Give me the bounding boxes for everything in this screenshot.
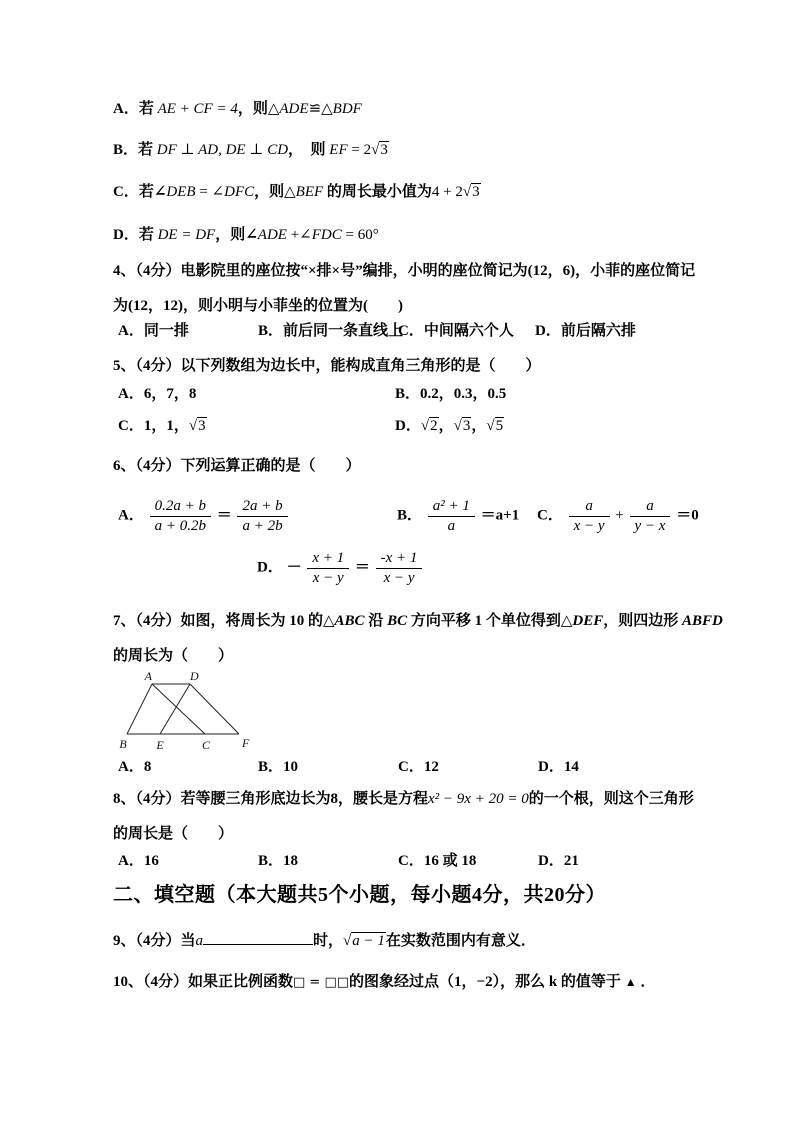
q3-c-eq: = ∠ bbox=[195, 184, 225, 200]
q6-c-label: C． bbox=[537, 507, 563, 524]
q4-option-a: A．同一排 bbox=[118, 323, 189, 339]
vertex-label-c: C bbox=[201, 738, 211, 752]
q3-a-formula: AE + CF = 4 bbox=[157, 101, 238, 117]
q6-a-fraction2 bbox=[237, 497, 287, 536]
q3-a-tri1: ADE bbox=[279, 101, 309, 117]
q4-stem-line1: 4、（4分）电影院里的座位按“×排×号”编排，小明的座位简记为(12，6)，小菲的座位简记 bbox=[113, 263, 696, 279]
vertex-label-d: D bbox=[190, 670, 199, 683]
q8-option-a: A．16 bbox=[118, 853, 159, 869]
q10-text3: ． bbox=[636, 974, 656, 990]
q6-b-f-den: a bbox=[447, 517, 456, 534]
q8-stem-line1 bbox=[113, 790, 694, 810]
q3-b-sqrt-pre: = 2√ bbox=[347, 142, 380, 158]
q5-option-a: A．6，7，8 bbox=[118, 386, 197, 402]
q8-option-c: C．16 或 18 bbox=[398, 853, 477, 869]
q3-a-tri2: BDF bbox=[332, 101, 362, 117]
q3-c-text2: ，则△ bbox=[254, 184, 296, 200]
q8-text2: 的一个根，则这个三角形 bbox=[528, 791, 694, 807]
q6-a-f2-num: 2a + b bbox=[237, 497, 287, 517]
q6-d-fraction2 bbox=[376, 549, 423, 588]
q8-option-d: D．21 bbox=[538, 853, 579, 869]
q9-radicand: a − 1 bbox=[352, 933, 385, 949]
q7-def: DEF bbox=[572, 613, 604, 629]
triangle-translation-figure bbox=[112, 670, 264, 752]
q9-text3: 在实数范围内有意义． bbox=[385, 933, 536, 949]
q6-option-d-row bbox=[113, 549, 691, 601]
q9-text2: 时， bbox=[313, 933, 344, 949]
q5-d-label: D． bbox=[395, 418, 421, 434]
q5-stem: 5、（4分）以下列数组为边长中，能构成直角三角形的是（ ） bbox=[113, 358, 541, 374]
q7-stem-line2: 的周长为（ ） bbox=[113, 648, 234, 664]
q5-d-comma1: ， bbox=[438, 418, 454, 434]
q3-b-text2: ， 则 bbox=[288, 142, 330, 158]
q5-c-radicand: 3 bbox=[198, 418, 206, 434]
vertex-label-b: B bbox=[119, 737, 127, 751]
q7-text3: 方向平移 1 个单位得到△ bbox=[407, 613, 573, 629]
q9-sqrt: √ bbox=[343, 933, 352, 949]
q6-a-f1-num: 0.2a + b bbox=[150, 497, 211, 517]
q3-c-tri: BEF bbox=[295, 184, 324, 200]
q4-stem-line2: 为(12，12)，则小明与小菲坐的位置为( ) bbox=[113, 298, 403, 314]
q3-d-formula: DE = DF bbox=[157, 227, 216, 243]
q6-a-f2-den: a + 2b bbox=[242, 517, 283, 534]
q6-d-f2-den: x − y bbox=[383, 569, 415, 586]
q8-stem-line2: 的周长是（ ） bbox=[113, 826, 234, 842]
q7-figure bbox=[112, 670, 264, 757]
q4-options bbox=[113, 322, 691, 346]
q6-b-fraction bbox=[428, 497, 475, 536]
q9-var-a: a bbox=[195, 933, 204, 949]
q6-option-c bbox=[537, 497, 699, 536]
q6-c-fraction2 bbox=[630, 497, 671, 536]
q6-a-label: A． bbox=[118, 507, 144, 524]
q6-d-minus: － bbox=[286, 559, 306, 576]
q7-abfd: ABFD bbox=[682, 613, 723, 629]
q5-d-rad2: 3 bbox=[462, 418, 471, 434]
q9-answer-blank bbox=[203, 930, 313, 945]
q3-d-text2: ，则∠ bbox=[215, 227, 258, 243]
q5-options-row1 bbox=[113, 385, 691, 409]
q6-b-f-num: a² + 1 bbox=[428, 497, 475, 517]
q6-d-eq: ＝ bbox=[354, 559, 370, 576]
q7-option-d: D．14 bbox=[538, 759, 579, 775]
q3-c-text: C．若∠ bbox=[113, 184, 167, 200]
q7-stem-line1 bbox=[113, 612, 723, 632]
q6-c-plus: + bbox=[615, 507, 624, 524]
q6-b-rhs: ＝a+1 bbox=[480, 507, 520, 524]
q6-c-f1-num: a bbox=[569, 497, 610, 517]
q3-c-radicand: 3 bbox=[472, 184, 480, 200]
q5-option-b: B．0.2，0.3，0.5 bbox=[395, 386, 507, 402]
q3-option-b bbox=[113, 141, 691, 161]
q6-option-d bbox=[257, 549, 424, 588]
q8-equation: x² − 9x + 20 = 0 bbox=[428, 791, 529, 807]
q3-d-angle1: ADE bbox=[257, 227, 287, 243]
q5-c-sqrt: √ bbox=[188, 418, 198, 434]
q6-b-label: B． bbox=[397, 507, 423, 524]
q4-option-c: C．中间隔六个人 bbox=[398, 323, 514, 339]
q6-a-fraction1 bbox=[150, 497, 211, 536]
q6-d-fraction1 bbox=[307, 549, 349, 588]
q10-text2: 的图象经过点（1，−2），那么 k 的值等于 bbox=[349, 974, 625, 990]
q3-option-a bbox=[113, 100, 691, 120]
q3-c-angle1: DEB bbox=[166, 184, 196, 200]
q6-c-rhs: ＝0 bbox=[676, 507, 699, 524]
q6-d-label: D． bbox=[257, 559, 283, 576]
q3-c-value-pre: 4 + 2√ bbox=[431, 184, 472, 200]
q4-option-d: D．前后隔六排 bbox=[535, 323, 636, 339]
q6-c-f1-den: x − y bbox=[573, 517, 605, 534]
q5-d-rad3: 5 bbox=[495, 418, 504, 434]
q3-d-plus: +∠ bbox=[286, 227, 312, 243]
q3-b-radicand: 3 bbox=[380, 142, 388, 158]
q3-c-angle2: DFC bbox=[224, 184, 255, 200]
q5-d-rad1: 2 bbox=[430, 418, 438, 434]
q3-c-text3: 的周长最小值为 bbox=[323, 184, 432, 200]
q3-b-ef: EF bbox=[329, 142, 348, 158]
q8-options bbox=[113, 852, 691, 876]
q3-a-text2: ，则△ bbox=[237, 101, 280, 117]
vertex-label-e: E bbox=[156, 738, 164, 752]
q6-a-eq: ＝ bbox=[216, 507, 232, 524]
q5-d-sqrt1: √ bbox=[420, 418, 430, 434]
q10-missing-glyph-formula: □ = □□ bbox=[293, 975, 350, 990]
q6-d-f1-den: x − y bbox=[312, 569, 344, 586]
q6-c-fraction1 bbox=[569, 497, 610, 536]
q5-options-row2 bbox=[113, 417, 691, 441]
q7-abc: ABC bbox=[334, 613, 365, 629]
q3-b-formula: DF ⊥ AD, DE ⊥ CD bbox=[156, 142, 289, 158]
q7-text1: 7、（4分）如图，将周长为 10 的△ bbox=[113, 613, 335, 629]
section2-heading: 二、填空题（本大题共5个小题，每小题4分，共20分） bbox=[113, 884, 606, 906]
vertex-label-f: F bbox=[242, 736, 250, 750]
q6-d-f1-num: x + 1 bbox=[307, 549, 349, 569]
q6-a-f1-den: a + 0.2b bbox=[154, 517, 206, 534]
q6-option-b bbox=[397, 497, 519, 536]
q5-c-text: C．1，1， bbox=[118, 418, 189, 434]
q3-d-eq60: = 60° bbox=[341, 227, 379, 243]
q5-option-d bbox=[395, 417, 504, 437]
q6-options-row bbox=[113, 483, 699, 535]
q10-text1: 10、（4分）如果正比例函数 bbox=[113, 974, 294, 990]
q3-option-d bbox=[113, 226, 691, 246]
q8-text1: 8、（4分）若等腰三角形底边长为8，腰长是方程 bbox=[113, 791, 429, 807]
q7-text4: ，则四边形 bbox=[603, 613, 682, 629]
q7-options bbox=[113, 758, 691, 782]
q3-b-text: B．若 bbox=[113, 142, 157, 158]
q5-d-sqrt3: √ bbox=[486, 418, 495, 434]
q8-option-b: B．18 bbox=[258, 853, 299, 869]
q10-stem bbox=[113, 973, 691, 993]
q7-bc: BC bbox=[387, 613, 408, 629]
q3-a-text: A．若 bbox=[113, 101, 158, 117]
vertex-label-a: A bbox=[144, 670, 152, 683]
q3-a-congruent: ≌△ bbox=[308, 101, 333, 117]
q5-d-comma2: ， bbox=[471, 418, 487, 434]
q6-d-f2-num: -x + 1 bbox=[376, 549, 423, 569]
q3-option-c bbox=[113, 183, 691, 203]
q6-option-a bbox=[118, 497, 290, 536]
q9-stem bbox=[113, 930, 691, 952]
q7-option-c: C．12 bbox=[398, 759, 439, 775]
q5-d-sqrt2: √ bbox=[453, 418, 462, 434]
q7-text2: 沿 bbox=[364, 613, 388, 629]
q7-option-a: A．8 bbox=[118, 759, 152, 775]
q4-option-b: B．前后同一条直线上 bbox=[258, 323, 404, 339]
q3-d-angle2: FDC bbox=[311, 227, 342, 243]
q9-text1: 9、（4分）当 bbox=[113, 933, 196, 949]
q7-option-b: B．10 bbox=[258, 759, 299, 775]
q6-c-f2-den: y − x bbox=[634, 517, 666, 534]
q6-stem: 6、（4分）下列运算正确的是（ ） bbox=[113, 458, 361, 474]
q5-option-c bbox=[118, 417, 207, 437]
q10-answer-triangle: ▲ bbox=[624, 975, 637, 989]
q3-d-text: D．若 bbox=[113, 227, 158, 243]
q6-c-f2-num: a bbox=[630, 497, 671, 517]
